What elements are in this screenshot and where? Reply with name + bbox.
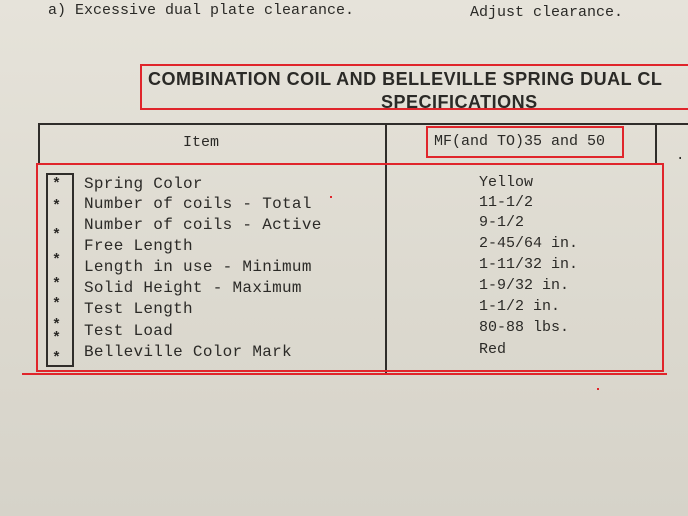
table-bottom-rule (22, 373, 667, 375)
header-left-text: a) Excessive dual plate clearance. (48, 2, 355, 19)
spec-value: Yellow (479, 174, 534, 191)
column-header-model: MF(and TO)35 and 50 (434, 133, 606, 150)
row-marker: * (52, 350, 62, 367)
spec-value: 1-1/2 in. (479, 298, 561, 315)
row-marker: * (52, 198, 62, 215)
row-marker: * (52, 252, 62, 269)
spec-label: Test Length (84, 300, 193, 318)
row-marker: * (52, 330, 62, 347)
table-top-rule (38, 123, 688, 125)
section-title-line2: SPECIFICATIONS (381, 92, 538, 112)
row-marker: * (52, 296, 62, 313)
spec-label: Solid Height - Maximum (84, 279, 302, 297)
row-marker: * (52, 317, 62, 334)
spec-value: 1-11/32 in. (479, 256, 579, 273)
spec-label: Belleville Color Mark (84, 343, 292, 361)
spec-label: Test Load (84, 322, 174, 340)
spec-label: Length in use - Minimum (84, 258, 312, 276)
header-right-text: Adjust clearance. (470, 4, 624, 21)
red-speck (597, 388, 599, 390)
spec-label: Spring Color (84, 175, 203, 193)
column-header-item: Item (183, 134, 220, 151)
red-speck (330, 196, 332, 198)
spec-value: 2-45/64 in. (479, 235, 579, 252)
row-marker: * (52, 227, 62, 244)
table-left-rule (38, 123, 40, 165)
row-marker: * (52, 276, 62, 293)
spec-value: 11-1/2 (479, 194, 534, 211)
spec-label: Free Length (84, 237, 193, 255)
spec-value: 1-9/32 in. (479, 277, 570, 294)
row-marker: * (52, 176, 62, 193)
spec-label: Number of coils - Active (84, 216, 322, 234)
section-title-line1: COMBINATION COIL AND BELLEVILLE SPRING DUAL CL (148, 69, 663, 89)
spec-value: 9-1/2 (479, 214, 525, 231)
spec-value: 80-88 lbs. (479, 319, 570, 336)
spec-label: Number of coils - Total (84, 195, 312, 213)
spec-value: Red (479, 341, 507, 358)
stray-dot: . (676, 148, 685, 164)
table-column-divider-right (655, 123, 657, 165)
